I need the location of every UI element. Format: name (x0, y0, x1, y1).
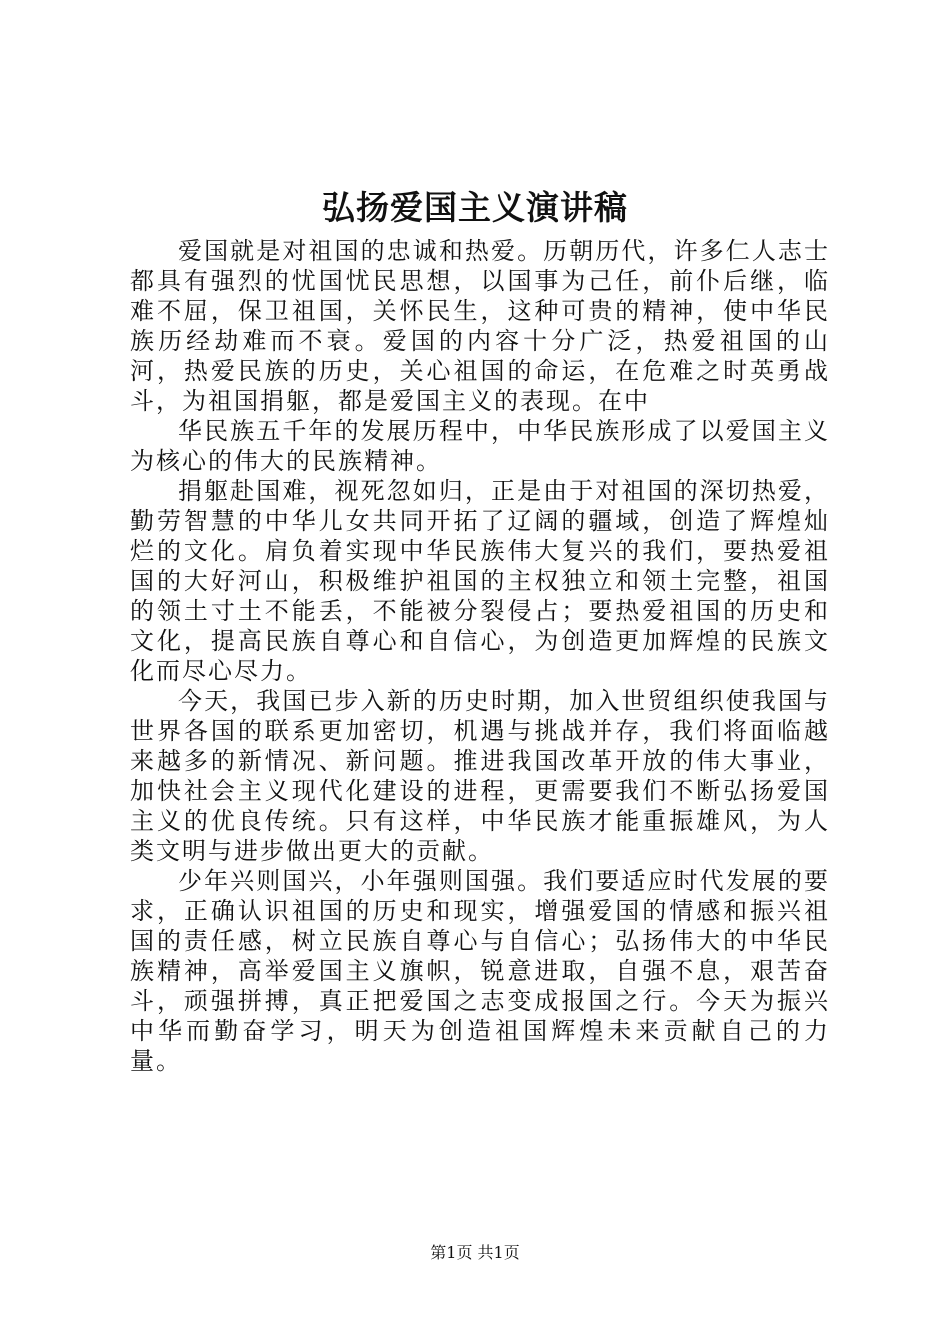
paragraph-4: 今天，我国已步入新的历史时期，加入世贸组织使我国与世界各国的联系更加密切，机遇与挑战并存，我们将面临越来越多的新情况、新问题。推进我国改革开放的伟大事业，加快社会主义现代化建设的进程，更需要我们不断弘扬爱国主义的优良传统。只有这样，中华民族才能重振雄风，为人类文明与进步做出更大的贡献。 (130, 687, 830, 865)
document-title: 弘扬爱国主义演讲稿 (322, 188, 628, 227)
paragraph-5: 少年兴则国兴，小年强则国强。我们要适应时代发展的要求，正确认识祖国的历史和现实，增强爱国的情感和振兴祖国的责任感，树立民族自尊心与自信心；弘扬伟大的中华民族精神，高举爱国主义旗帜，锐意进取，自强不息，艰苦奋斗，顽强拼搏，真正把爱国之志变成报国之行。今天为振兴中华而勤奋学习，明天为创造祖国辉煌未来贡献自己的力量。 (130, 867, 830, 1075)
paragraph-3: 捐躯赴国难，视死忽如归，正是由于对祖国的深切热爱，勤劳智慧的中华儿女共同开拓了辽阔的疆域，创造了辉煌灿烂的文化。肩负着实现中华民族伟大复兴的我们，要热爱祖国的大好河山，积极维护祖国的主权独立和领土完整，祖国的领土寸土不能丢，不能被分裂侵占；要热爱祖国的历史和文化，提高民族自尊心和自信心，为创造更加辉煌的民族文化而尽心尽力。 (130, 477, 830, 685)
paragraph-1: 爱国就是对祖国的忠诚和热爱。历朝历代，许多仁人志士都具有强烈的忧国忧民思想，以国事为己任，前仆后继，临难不屈，保卫祖国，关怀民生，这种可贵的精神，使中华民族历经劫难而不衰。爱国的内容十分广泛，热爱祖国的山河，热爱民族的历史，关心祖国的命运，在危难之时英勇战斗，为祖国捐躯，都是爱国主义的表现。在中 (130, 237, 830, 415)
document-body (130, 236, 830, 1076)
page-footer: 第1页 共1页 (430, 1243, 520, 1262)
paragraph-2: 华民族五千年的发展历程中，中华民族形成了以爱国主义为核心的伟大的民族精神。 (130, 417, 830, 475)
